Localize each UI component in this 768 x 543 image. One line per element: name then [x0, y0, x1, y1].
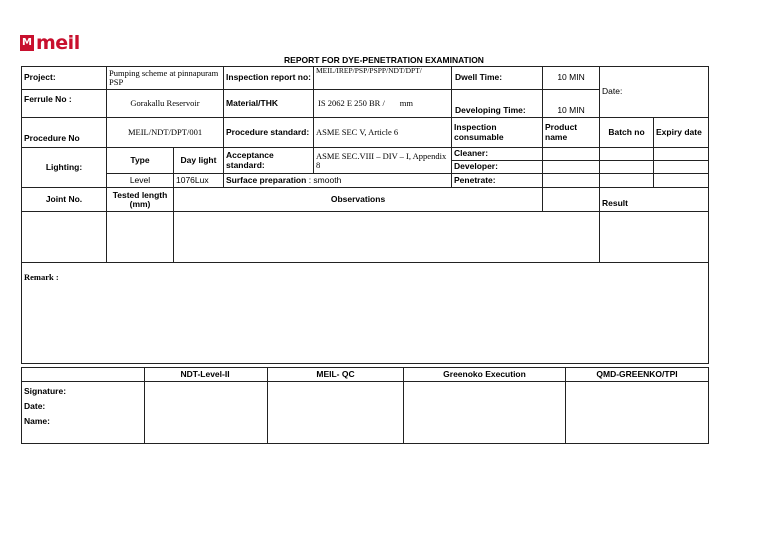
developer-label: Developer: [452, 161, 543, 174]
cleaner-expiry-cell [654, 148, 709, 161]
signoff-qmd-cell [566, 382, 709, 444]
expiry-date-label: Expiry date [654, 118, 709, 148]
signoff-name-label: Name: [24, 416, 50, 426]
joint-no-label: Joint No. [22, 188, 107, 212]
penetrate-label: Penetrate: [452, 174, 543, 188]
observations-cell [174, 212, 600, 263]
signoff-date-label: Date: [24, 401, 46, 411]
material-cell [314, 90, 452, 118]
signoff-col-qmd-greenko-tpi: QMD-GREENKO/TPI [566, 368, 709, 382]
cleaner-batch-cell [600, 148, 654, 161]
material-unit: mm [399, 97, 413, 108]
developing-time-label: Developing Time: [452, 90, 543, 118]
inspection-report-label: Inspection report no: [224, 67, 314, 90]
surface-prep-label: Surface preparation [226, 174, 307, 185]
signoff-greenko-cell [404, 382, 566, 444]
penetrate-expiry-cell [654, 174, 709, 188]
result-cell [600, 212, 709, 263]
tested-length-label: Tested length (mm) [107, 188, 174, 212]
report-title: REPORT FOR DYE-PENETRATION EXAMINATION [284, 55, 484, 65]
signoff-col-greenko-execution: Greenoko Execution [404, 368, 566, 382]
meil-logo-text: meil [36, 32, 80, 54]
level-label: Level [107, 174, 174, 188]
signature-label: Signature: [24, 386, 67, 396]
signoff-col-ndt-level-ii: NDT-Level-II [145, 368, 268, 382]
signoff-labels-cell [22, 382, 145, 444]
ferrule-value: Gorakallu Reservoir [107, 90, 224, 118]
dwell-time-value: 10 MIN [543, 67, 600, 90]
tested-length-cell [107, 212, 174, 263]
penetrate-product-cell [543, 174, 600, 188]
observations-label: Observations [174, 188, 543, 212]
signoff-col-meil-qc: MEIL- QC [268, 368, 404, 382]
acceptance-standard-label: Acceptance standard: [224, 148, 314, 174]
date-label: Date: [600, 67, 709, 118]
meil-logo-mark: M [20, 35, 34, 51]
procedure-standard-label: Procedure standard: [224, 118, 314, 148]
developer-expiry-cell [654, 161, 709, 174]
batch-no-label: Batch no [600, 118, 654, 148]
cleaner-label: Cleaner: [452, 148, 543, 161]
material-value: IS 2062 E 250 BR / [318, 97, 385, 108]
joint-no-cell [22, 212, 107, 263]
lighting-label: Lighting: [22, 148, 107, 188]
material-label: Material/THK [224, 90, 314, 118]
surface-prep-value: : smooth [308, 174, 342, 185]
remark-label: Remark : [22, 263, 709, 364]
project-label: Project: [22, 67, 107, 90]
procedure-no-value: MEIL/NDT/DPT/001 [107, 118, 224, 148]
type-label: Type [107, 148, 174, 174]
observations-extra-cell [543, 188, 600, 212]
signoff-table [21, 367, 709, 444]
developer-batch-cell [600, 161, 654, 174]
developer-product-cell [543, 161, 600, 174]
level-value: 1076Lux [174, 174, 224, 188]
acceptance-standard-value: ASME SEC.VIII – DIV – I, Appendix 8 [314, 148, 452, 174]
cleaner-product-cell [543, 148, 600, 161]
signoff-ndt-cell [145, 382, 268, 444]
product-name-label: Product name [543, 118, 600, 148]
header-table [21, 66, 709, 364]
project-value: Pumping scheme at pinnapuram PSP [107, 67, 224, 90]
meil-logo [20, 34, 80, 52]
signoff-meil-cell [268, 382, 404, 444]
ferrule-label: Ferrule No : [22, 90, 107, 118]
signoff-corner-cell [22, 368, 145, 382]
daylight-label: Day light [174, 148, 224, 174]
result-label: Result [600, 188, 709, 212]
dwell-time-label: Dwell Time: [452, 67, 543, 90]
procedure-no-label: Procedure No [22, 118, 107, 148]
procedure-standard-value: ASME SEC V, Article 6 [314, 118, 452, 148]
surface-prep-cell [224, 174, 452, 188]
developing-time-value: 10 MIN [543, 90, 600, 118]
penetrate-batch-cell [600, 174, 654, 188]
inspection-report-value: MEIL/IREP/PSP/PSPP/NDT/DPT/ [314, 67, 452, 90]
inspection-consumable-label: Inspection consumable [452, 118, 543, 148]
